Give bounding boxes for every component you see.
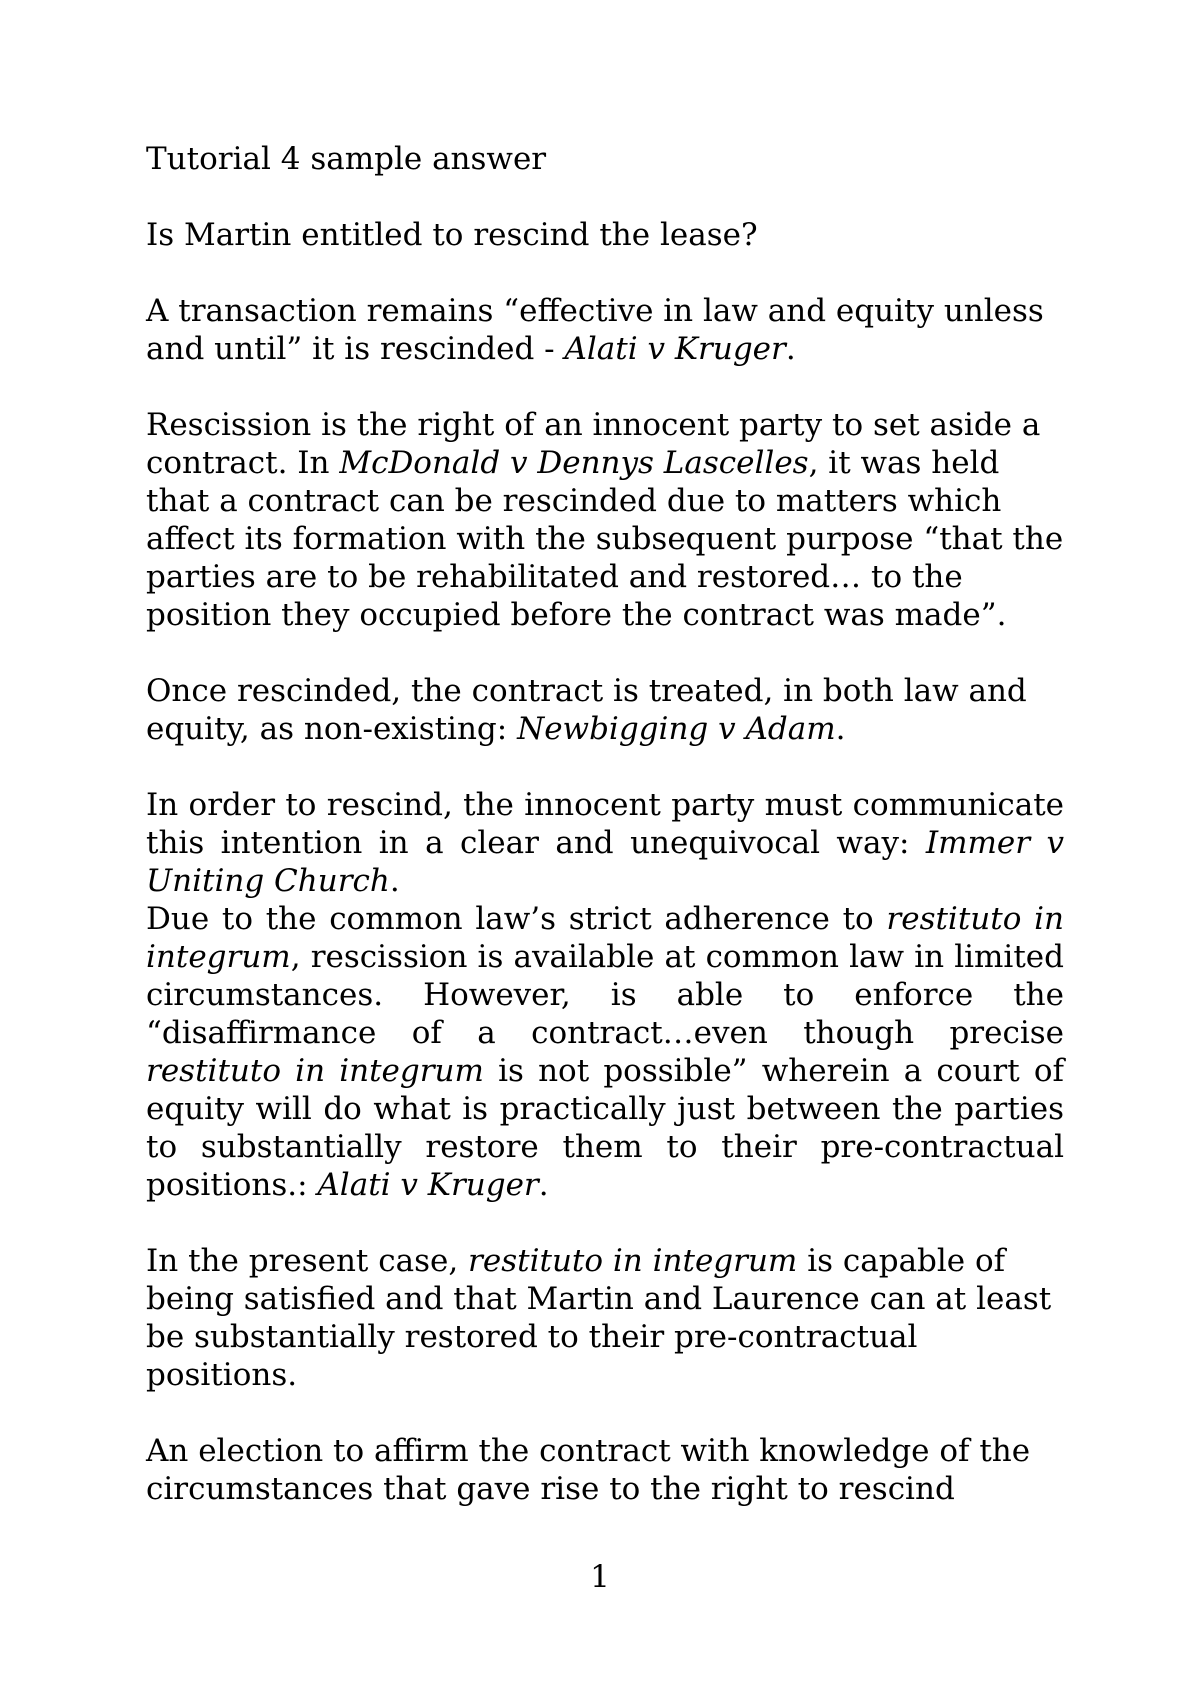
paragraph-text: is capable of being satisfied and that Martin and Laurence can at least be substantially restored to their pre-contractual positions. — [146, 1243, 1052, 1393]
punctuation: . — [389, 863, 400, 899]
paragraph-text: In order to rescind, the innocent party must communicate this intention in a clear and unequivocal way: — [146, 787, 1064, 861]
punctuation: . — [538, 1167, 549, 1203]
paragraph-present-case — [146, 1242, 1064, 1394]
paragraph-once-rescinded — [146, 672, 1064, 748]
case-citation: Newbigging v Adam — [517, 711, 836, 747]
latin-term: restituto in integrum — [146, 901, 1064, 975]
paragraph-rescission-definition — [146, 406, 1064, 634]
paragraph-text: is not possible” wherein a court of equity will do what is practically just between the parties to substantially restore them to their pre-contractual positions.: — [146, 1053, 1064, 1203]
paragraph-text: Due to the common law’s strict adherence to — [146, 901, 887, 937]
page-number: 1 — [590, 1559, 610, 1595]
document-body — [146, 140, 1064, 1508]
paragraph-text: Rescission is the right of an innocent party to set aside a contract. In — [146, 407, 1041, 481]
case-citation: Alati v Kruger — [564, 331, 786, 367]
paragraph-communicate-intention — [146, 786, 1064, 900]
paragraph-effective-until-rescinded — [146, 292, 1064, 368]
case-citation: McDonald v Dennys Lascelles — [339, 445, 809, 481]
paragraph-text: , rescission is available at common law in limited circumstances. However, is able to enforce the “disaffirmance of a contract…even though precise — [146, 939, 1064, 1051]
document-title: Tutorial 4 sample answer — [146, 141, 547, 177]
paragraph-text: In the present case, — [146, 1243, 469, 1279]
case-citation: Alati v Kruger — [317, 1167, 539, 1203]
paragraph-text: , it was held that a contract can be rescinded due to matters which affect its formation with the subsequent purpose “that the parties are to be rehabilitated and restored… to the position they occupied before the contract was made”. — [146, 445, 1064, 633]
latin-term: restituto in integrum — [146, 1053, 484, 1089]
paragraph-common-law-adherence — [146, 900, 1064, 1204]
paragraph-election-to-affirm: An election to affirm the contract with knowledge of the circumstances that gave rise to the right to rescind — [146, 1433, 1031, 1507]
paragraph-text: Once rescinded, the contract is treated, in both law and equity, as non-existing: — [146, 673, 1027, 747]
latin-term: restituto in integrum — [468, 1243, 798, 1279]
paragraph-text: A transaction remains “effective in law and equity unless and until” it is rescinded - — [146, 293, 1044, 367]
case-citation: Immer v Uniting Church — [146, 825, 1064, 899]
question-paragraph: Is Martin entitled to rescind the lease? — [146, 217, 758, 253]
punctuation: . — [785, 331, 796, 367]
punctuation: . — [835, 711, 846, 747]
